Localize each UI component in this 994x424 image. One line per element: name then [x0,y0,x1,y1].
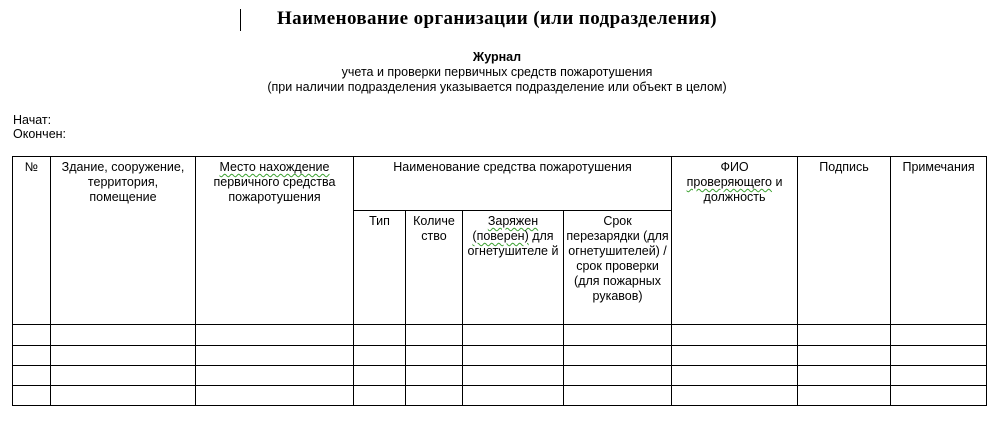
journal-dates [13,113,66,141]
table-row [13,325,987,346]
started-label: Начат: [13,113,52,127]
organization-title: Наименование организации (или подразделения) [277,8,717,29]
subheader-type: Тип [354,211,406,325]
journal-subtitle: учета и проверки первичных средств пожаротушения [341,65,653,79]
subheader-charged [463,211,564,325]
finished-label: Окончен: [13,127,67,141]
header-number: № [13,157,51,325]
subheader-deadline: Срок перезарядки (для огнетушителей) / срок проверки (для пожарных рукавов) [564,211,672,325]
table-row [13,366,987,386]
journal-note: (при наличии подразделения указывается подразделение или объект в целом) [267,80,727,94]
header-inspector [672,157,798,325]
header-inspector-part3: и должность [703,175,783,204]
header-notes: Примечания [891,157,987,325]
subheader-charged-part1: Заряжен [487,214,539,228]
subheader-quantity: Количе ство [406,211,463,325]
header-means-name: Наименование средства пожаротушения [354,157,672,211]
header-building: Здание, сооружение, территория, помещение [51,157,196,325]
journal-heading [0,50,994,95]
table-header-row [13,157,987,211]
subheader-charged-part2: (поверен) [472,229,529,243]
header-inspector-part1: ФИО [720,160,749,174]
table-row [13,346,987,366]
header-location-part2: первичного средства пожаротушения [213,175,336,204]
header-location-part1: Место нахождение [219,160,330,174]
fire-equipment-journal-table [12,156,987,406]
subheader-charged-part3: для огнетушителе й [467,229,559,258]
header-location [196,157,354,325]
header-inspector-part2: проверяющего [686,175,773,189]
header-signature: Подпись [798,157,891,325]
table-row [13,386,987,406]
journal-title: Журнал [472,50,522,64]
